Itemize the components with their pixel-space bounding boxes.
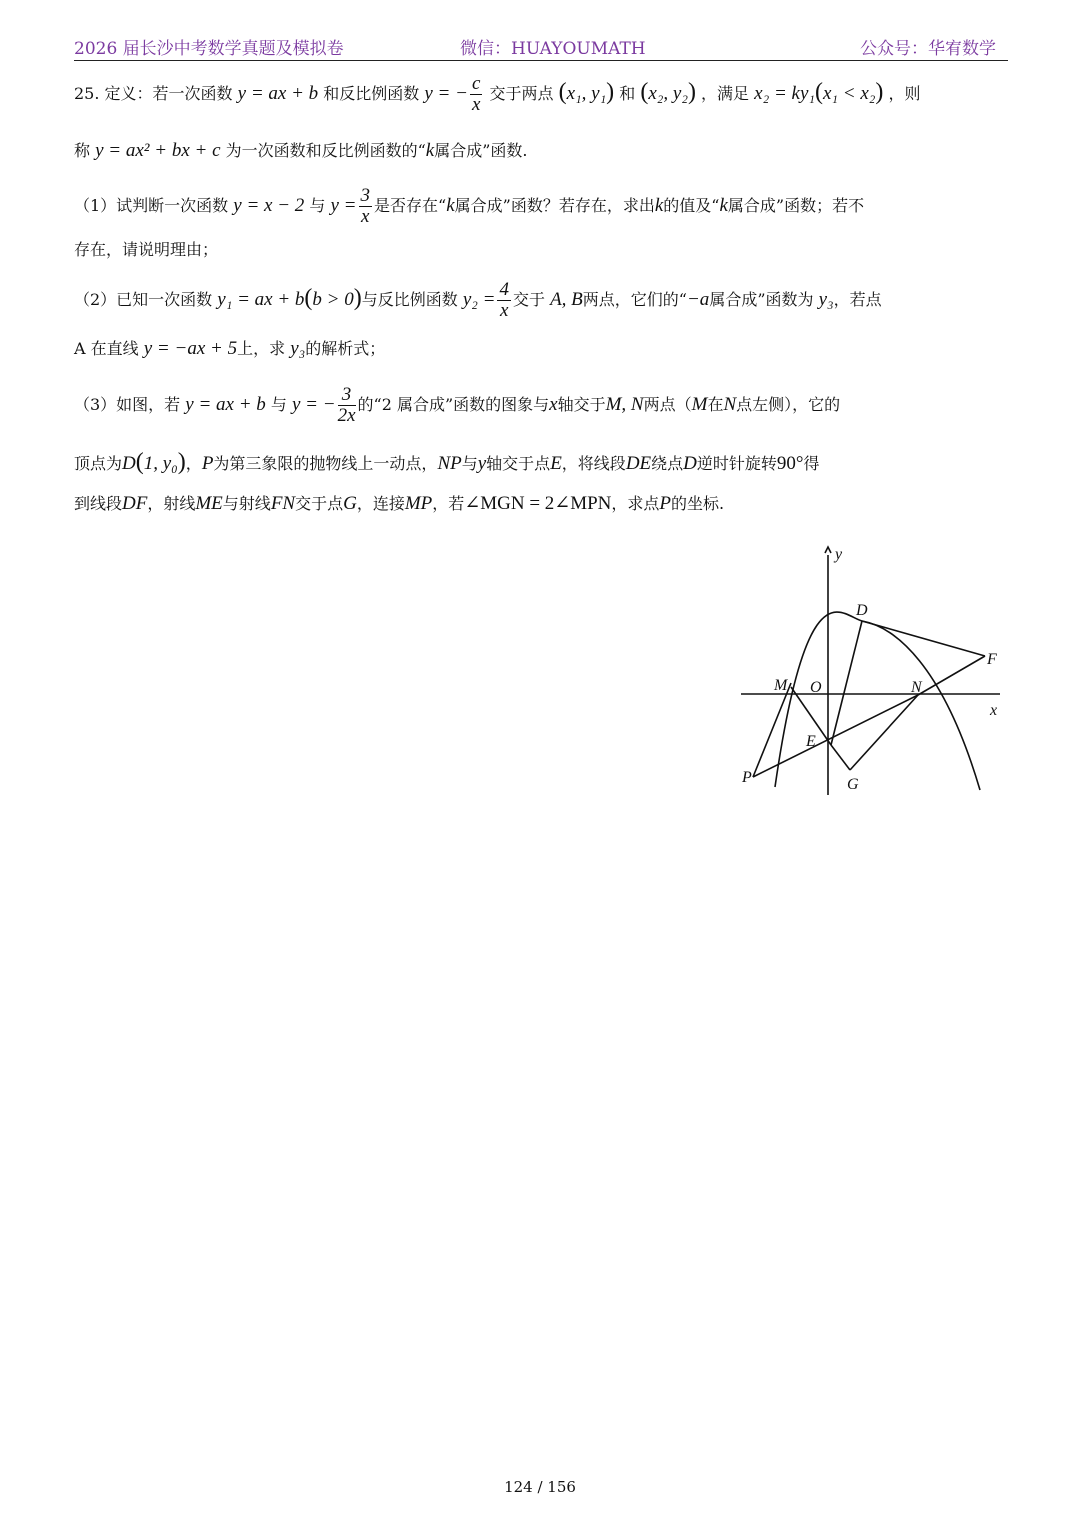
math-expr: MP [404, 493, 433, 514]
text: 为第三象限的抛物线上一动点， [213, 454, 438, 473]
text: ，将线段 [561, 454, 626, 473]
math-expr: y₁ = ax + b [217, 289, 305, 310]
math-expr: 90° [776, 453, 804, 474]
text: ，求点 [611, 494, 660, 513]
part-2-line-1 [74, 280, 1014, 321]
condition: b > 0 [312, 289, 354, 310]
text: 与射线 [222, 494, 271, 513]
math-var: k [425, 140, 435, 161]
text: （2）已知一次函数 [74, 290, 213, 309]
figure-svg [735, 545, 1005, 800]
point: x₂, y₂ [648, 83, 688, 104]
text: 的“2 属合成”函数的图象与 [357, 395, 550, 414]
text: 交于两点 [489, 84, 554, 103]
math-expr: DF [122, 493, 148, 514]
math-expr: (x₂, y₂) [640, 79, 696, 105]
text: 在 [707, 395, 724, 414]
part-3-line-2 [74, 449, 1014, 475]
math-expr: y = − [292, 394, 336, 415]
label-M: M [774, 677, 788, 694]
math-var: P [201, 453, 214, 474]
label-O: O [810, 679, 822, 696]
math-expr: y = ax + b [237, 83, 319, 104]
point: 1, y₀ [143, 453, 178, 474]
math-expr: y = ax² + bx + c [95, 140, 221, 161]
label-D: D [856, 602, 868, 619]
math-expr: DE [625, 453, 652, 474]
header-account: 公众号：华宥数学 [860, 39, 996, 59]
text: A 在直线 [74, 339, 139, 358]
part-3-line-3 [74, 494, 1014, 514]
condition: x₁ < x₂ [823, 83, 876, 104]
text: 与 [309, 196, 326, 215]
text: ，满足 [701, 84, 750, 103]
segment-NG [850, 695, 918, 770]
text: 逆时针旋转 [696, 454, 777, 473]
text: 与反比例函数 [361, 290, 458, 309]
text: （1）试判断一次函数 [74, 196, 229, 215]
text: 为一次函数和反比例函数的“ [225, 141, 426, 160]
fraction [470, 74, 482, 115]
numerator: 4 [499, 279, 509, 300]
text: ，则 [888, 84, 921, 103]
segment-PN [753, 695, 918, 777]
denominator: x [500, 300, 509, 321]
math-expr: NP [437, 453, 462, 474]
label-y: y [835, 546, 843, 563]
text: 和 [619, 84, 636, 103]
text: ，连接 [356, 494, 405, 513]
label-F: F [987, 651, 997, 668]
text: 上，求 [237, 339, 286, 358]
math-expr: y = − [424, 83, 468, 104]
math-var: E [550, 453, 562, 474]
part-3-line-1 [74, 385, 1014, 426]
math-expr: y₃ [290, 338, 306, 359]
math-expr: ∠MGN = 2∠MPN [464, 493, 612, 514]
text: 轴交于 [557, 395, 606, 414]
label-G: G [847, 776, 859, 793]
numerator: c [471, 73, 481, 94]
math-var: y [477, 453, 487, 474]
math-var: G [343, 493, 357, 514]
text: 到线段 [74, 494, 123, 513]
header-wechat: 微信：HUAYOUMATH [460, 39, 646, 59]
text: 交于点 [295, 494, 344, 513]
text: 属合成”函数. [434, 141, 528, 160]
math-expr: (x₁, y₁) [558, 79, 615, 105]
text: 属合成”函数；若不 [727, 196, 865, 215]
text: ，若点 [833, 290, 882, 309]
text: 轴交于点 [486, 454, 551, 473]
segment-MP [753, 683, 791, 777]
segment-FN [918, 656, 985, 695]
text: 点左侧），它的 [736, 395, 841, 414]
header-title: 2026 届长沙中考数学真题及模拟卷 [74, 39, 344, 59]
segment-DF [862, 621, 985, 656]
label-x: x [990, 702, 998, 719]
denominator: 2x [337, 405, 356, 426]
part-1-line-1 [74, 186, 1014, 227]
denominator: x [361, 206, 370, 227]
problem-number: 25. [74, 84, 100, 103]
denominator: x [471, 94, 481, 115]
fraction [338, 385, 356, 426]
part-1-line-2 [74, 240, 1014, 260]
numerator: 3 [338, 385, 356, 406]
math-expr: x₂ = ky₁ [754, 83, 815, 104]
fraction [497, 280, 511, 321]
math-var: k [446, 195, 455, 216]
text: ，若 [432, 494, 465, 513]
math-expr: M, N [605, 394, 644, 415]
page-header [74, 34, 1008, 61]
text: 交于 [512, 290, 545, 309]
text: 和反比例函数 [323, 84, 420, 103]
math-expr: (b > 0) [304, 285, 362, 311]
math-expr: y₃ [818, 289, 834, 310]
math-var: D [683, 453, 697, 474]
math-expr: y = −ax + 5 [143, 338, 238, 359]
math-var: P [659, 493, 672, 514]
text: 属合成”函数为 [709, 290, 814, 309]
text: 的坐标. [671, 494, 725, 513]
math-var: D [122, 453, 136, 474]
text: 与 [270, 395, 287, 414]
segment-EG [831, 745, 850, 770]
label-E: E [806, 733, 816, 750]
text: 存在，请说明理由； [74, 240, 219, 259]
fraction [359, 186, 373, 227]
problem-definition-line-2 [74, 141, 1014, 161]
text: 与 [461, 454, 478, 473]
text: 两点（ [643, 395, 692, 414]
text: （3）如图，若 [74, 395, 181, 414]
math-var: M [691, 394, 708, 415]
math-expr: A, B [550, 289, 583, 310]
problem-definition-line-1 [74, 74, 1014, 115]
text: 的值及“ [663, 196, 720, 215]
text: 的解析式； [305, 339, 386, 358]
math-var: k [719, 195, 728, 216]
math-expr: −a [686, 289, 710, 310]
text: ， [185, 454, 202, 473]
text: 顶点为 [74, 454, 123, 473]
math-expr: (x₁ < x₂) [815, 79, 884, 105]
point: x₁, y₁ [566, 83, 607, 104]
text: 称 [74, 141, 91, 160]
text: 定义：若一次函数 [104, 84, 233, 103]
math-expr: y = x − 2 [233, 195, 305, 216]
math-expr: y = [330, 195, 357, 216]
y-axis-arrow [825, 547, 831, 553]
text: 得 [803, 454, 820, 473]
math-var: x [549, 394, 558, 415]
text: 属合成”函数？若存在，求出 [454, 196, 655, 215]
text: 两点，它们的“ [582, 290, 687, 309]
math-expr: ME [195, 493, 223, 514]
text: 绕点 [651, 454, 684, 473]
geometry-figure [735, 545, 1005, 800]
math-var: N [723, 394, 737, 415]
parabola [775, 612, 980, 790]
label-N: N [911, 679, 922, 696]
label-P: P [742, 769, 752, 786]
math-expr: FN [270, 493, 296, 514]
numerator: 3 [360, 185, 371, 206]
text: 是否存在“ [374, 196, 447, 215]
page-number: 124 / 156 [504, 1478, 576, 1496]
math-expr: (1, y₀) [135, 449, 186, 475]
math-expr: y = ax + b [185, 394, 266, 415]
text: ，射线 [147, 494, 196, 513]
part-2-line-2 [74, 339, 1014, 359]
math-var: k [654, 195, 664, 216]
segment-DE [831, 621, 862, 745]
math-expr: y₂ = [462, 289, 496, 310]
